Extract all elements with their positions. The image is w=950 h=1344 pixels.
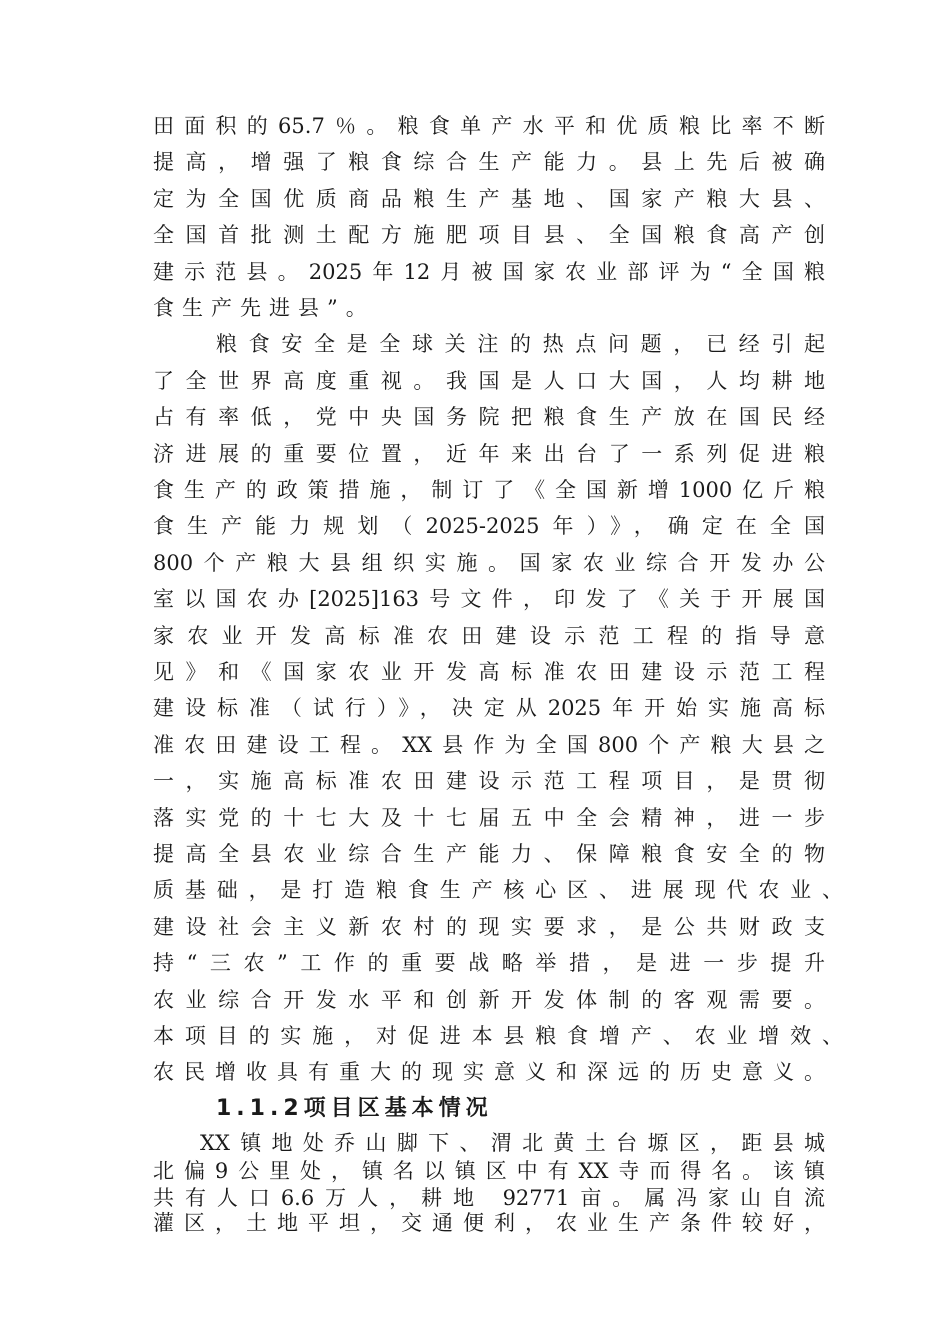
paragraph-1-line: 定为全国优质商品粮生产基地、国家产粮大县、 xyxy=(153,187,825,211)
paragraph-2-line: 落实党的十七大及十七届五中全会精神，进一步 xyxy=(153,806,825,830)
paragraph-2-line: 了全世界高度重视。我国是人口大国，人均耕地 xyxy=(153,369,825,393)
paragraph-2-line: 本项目的实施，对促进本县粮食增产、农业增效、 xyxy=(153,1024,843,1048)
section-heading: 1.1.2项目区基本情况 xyxy=(216,1096,493,1121)
paragraph-3-line: 北偏9公里处，镇名以镇区中有XX寺而得名。该镇 xyxy=(153,1159,825,1183)
paragraph-2-line: 农业综合开发水平和创新开发体制的客观需要。 xyxy=(153,988,825,1012)
paragraph-2-line: 800个产粮大县组织实施。国家农业综合开发办公 xyxy=(153,551,825,575)
paragraph-1-line: 提高，增强了粮食综合生产能力。县上先后被确 xyxy=(153,150,825,174)
paragraph-2-line: 粮食安全是全球关注的热点问题，已经引起 xyxy=(216,332,825,356)
paragraph-2-line: 家农业开发高标准农田建设示范工程的指导意 xyxy=(153,624,825,648)
paragraph-2-line: 占有率低，党中央国务院把粮食生产放在国民经 xyxy=(153,405,825,429)
paragraph-1-line: 建示范县。2025年12月被国家农业部评为“全国粮 xyxy=(153,260,825,284)
paragraph-2-line: 质基础，是打造粮食生产核心区、进展现代农业、 xyxy=(153,878,843,902)
paragraph-1-line: 田面积的65.7％。粮食单产水平和优质粮比率不断 xyxy=(153,114,825,138)
paragraph-2-line: 室以国农办[2025]163号文件，印发了《关于开展国 xyxy=(153,587,825,611)
paragraph-3-line: XX镇地处乔山脚下、渭北黄土台塬区，距县城 xyxy=(200,1131,825,1155)
paragraph-2-line: 建设标准（试行）》，决定从2025年开始实施高标 xyxy=(153,696,825,720)
paragraph-2-line: 建设社会主义新农村的现实要求，是公共财政支 xyxy=(153,915,825,939)
paragraph-2-line: 食生产的政策措施，制订了《全国新增1000亿斤粮 xyxy=(153,478,825,502)
paragraph-2-line: 准农田建设工程。XX县作为全国800个产粮大县之 xyxy=(153,733,825,757)
paragraph-2-line: 提高全县农业综合生产能力、保障粮食安全的物 xyxy=(153,842,825,866)
paragraph-2-line: 农民增收具有重大的现实意义和深远的历史意义。 xyxy=(153,1060,825,1084)
paragraph-2-line: 一，实施高标准农田建设示范工程项目，是贯彻 xyxy=(153,769,825,793)
paragraph-2-line: 食生产能力规划（2025-2025年）》，确定在全国 xyxy=(153,514,825,538)
paragraph-2-line: 见》和《国家农业开发高标准农田建设示范工程 xyxy=(153,660,825,684)
paragraph-1-line: 食生产先进县”。 xyxy=(153,296,375,320)
paragraph-2-line: 济进展的重要位置，近年来出台了一系列促进粮 xyxy=(153,442,825,466)
paragraph-2-line: 持“三农”工作的重要战略举措，是进一步提升 xyxy=(153,951,825,975)
paragraph-1-line: 全国首批测土配方施肥项目县、全国粮食高产创 xyxy=(153,223,825,247)
paragraph-3-line: 共有人口6.6万人，耕地 92771亩。属冯家山自流 xyxy=(153,1186,825,1210)
paragraph-3-line: 灌区，土地平坦，交通便利，农业生产条件较好， xyxy=(153,1211,825,1235)
